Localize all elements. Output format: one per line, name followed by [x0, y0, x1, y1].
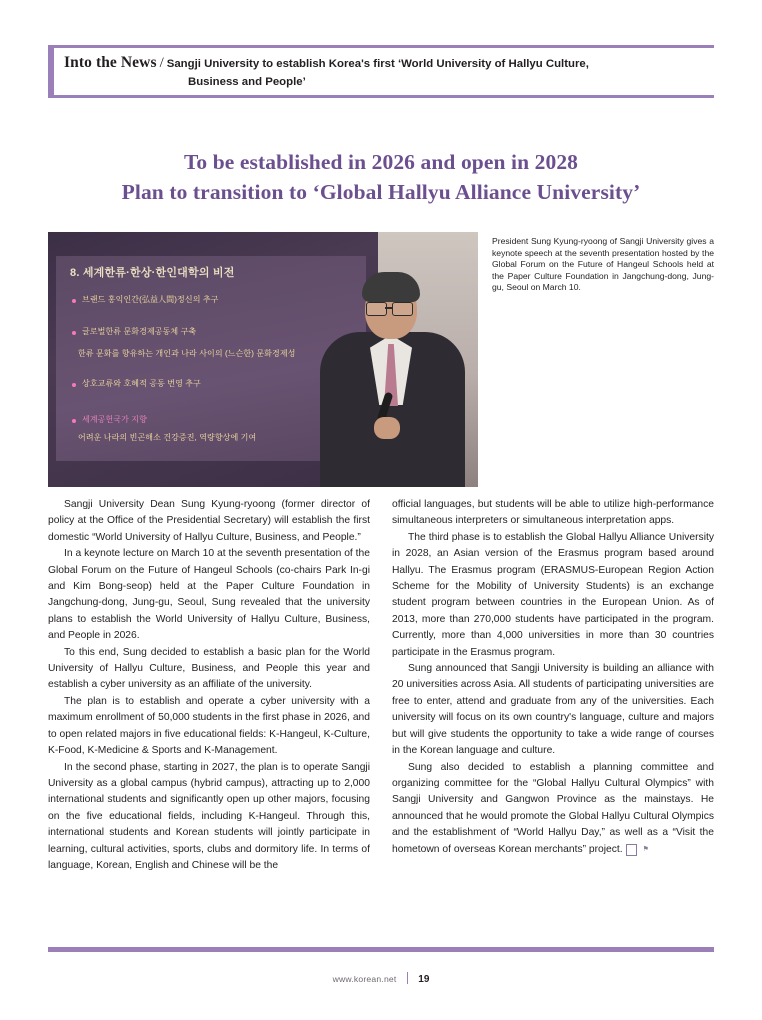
slide-bullet-5: 세계공헌국가 지향 — [82, 415, 147, 424]
header-slash: / — [159, 55, 164, 71]
speaker-glasses-bridge — [385, 307, 392, 309]
slide-bullet-dot — [72, 331, 76, 335]
page-number: 19 — [418, 974, 430, 985]
slide-bullet-dot — [72, 383, 76, 387]
paragraph: Sung announced that Sangji University is building an alliance with 20 universities across Asia. All students of participating universities are free to enter, attend and graduate from any of the universities. Each university will focus on its own country's language, culture and majors but will give students the opportunity to take a wide range of courses in the Korean language and culture. — [392, 663, 714, 757]
headline-line-1: To be established in 2026 and open in 2028 — [183, 150, 579, 174]
slide-bullet-2: 글로벌한류 문화경제공동체 구축 — [82, 327, 197, 336]
header-title-line1: Sangji University to establish Korea's first ‘World University of Hallyu Culture, — [166, 58, 589, 70]
paragraph — [392, 760, 714, 858]
slide-bullet-dot — [72, 299, 76, 303]
body-column-left — [48, 497, 370, 874]
section-kicker: Into the News — [64, 54, 157, 71]
keynote-speech-photo — [48, 232, 478, 487]
slide-bullet-4: 상호교류와 호혜적 공동 번영 추구 — [82, 379, 201, 388]
paragraph-text: Sung also decided to establish a planning committee and organizing committee for the “Global Hallyu Cultural Olympics” with Sangji University and Gangwon Province as the mainstays. He announced that he would promote the Global Hallyu Cultural Olympics and the establishment of “World Hallyu Day,” as well as a “Visit the hometown of overseas Korean merchants” project. — [392, 761, 714, 855]
header-accent-block — [48, 45, 54, 98]
headline-line-2: Plan to transition to ‘Global Hallyu Alliance University’ — [121, 180, 641, 204]
slide-bullet-1: 브랜드 홍익인간(弘益人間)정신의 추구 — [82, 295, 219, 304]
header-title-line2: Business and People’ — [188, 76, 306, 88]
footer-rule — [48, 947, 714, 952]
paragraph: In the second phase, starting in 2027, the plan is to operate Sangji University as a global campus (hybrid campus), attracting up to 2,000 international students and significantly open up other majors, focusing on the five educational fields, including K-Hangeul. Through this, international students and Korean students will jointly participate in learning, cultural activities, sports, clubs and dormitory life. In terms of language, Korean, English and Chinese will be the — [48, 761, 370, 871]
speaker-hair — [362, 272, 420, 302]
paragraph: The plan is to establish and operate a cyber university with a maximum enrollment of 50,000 students in the first phase in 2026, and to open related majors in five educational fields: K-Hangeul, K-Culture, K-Food, K-Medicine & Sports and K-Management. — [48, 695, 370, 757]
paragraph: official languages, but students will be able to utilize high-performance simultaneous interpreters or simultaneous interpretation apps. — [392, 499, 714, 527]
footer-website: www.korean.net — [332, 974, 397, 984]
end-mark-icon: ⚑ — [626, 844, 637, 856]
body-column-right — [392, 497, 714, 858]
slide-title: 8. 세계한류·한상·한인대학의 비전 — [70, 267, 235, 279]
paragraph: Sangji University Dean Sung Kyung-ryoong (former director of policy at the Office of the Presidential Secretary) will establish the first domestic “World University of Hallyu Culture, Business, and People.” — [48, 499, 370, 543]
paragraph: The third phase is to establish the Global Hallyu Alliance University in 2028, an Asian version of the Erasmus program based around Hallyu. The Erasmus program (ERASMUS-European Region Action Scheme for the Mobility of University Students) is an exchange student program between countries in the European Union. As of 2013, more than 270,000 students have participated in the program. Currently, more than 4,000 universities in more than 30 countries participate in the Erasmus program. — [392, 531, 714, 658]
slide-bullet-6: 어려운 나라의 빈곤해소 건강증진, 역량향상에 기여 — [78, 433, 257, 442]
paragraph: To this end, Sung decided to establish a basic plan for the World University of Hallyu Culture, Business, and People this year and establish a cyber university as an affiliate of the university. — [48, 646, 370, 691]
section-header-band — [48, 45, 714, 98]
speaker-hand — [374, 417, 400, 439]
speaker-glasses-left — [366, 302, 387, 316]
article-headline — [48, 147, 714, 207]
footer-divider — [407, 972, 408, 984]
photo-caption: President Sung Kyung-ryoong of Sangji University gives a keynote speech at the seventh presentation hosted by the Global Forum on the Future of Hangeul Schools held at the Paper Culture Foundation in Jangchung-dong, Jung-gu, Seoul on March 10. — [492, 236, 714, 293]
slide-bullet-3: 한류 문화를 향유하는 개인과 나라 사이의 (느슨한) 문화경제성 — [78, 349, 296, 358]
page-footer — [48, 972, 714, 985]
slide-bullet-dot — [72, 419, 76, 423]
paragraph: In a keynote lecture on March 10 at the seventh presentation of the Global Forum on the Future of Hangeul Schools (co-chairs Park In-gi and Kim Bong-seop) held at the Paper Culture Foundation in Jangchung-dong, Jung-gu, Seoul, Sung revealed that the university plans to establish the World University of Hallyu Culture, Business, and People in 2026. — [48, 548, 370, 642]
header-inner — [64, 54, 704, 90]
speaker-glasses-right — [392, 302, 413, 316]
